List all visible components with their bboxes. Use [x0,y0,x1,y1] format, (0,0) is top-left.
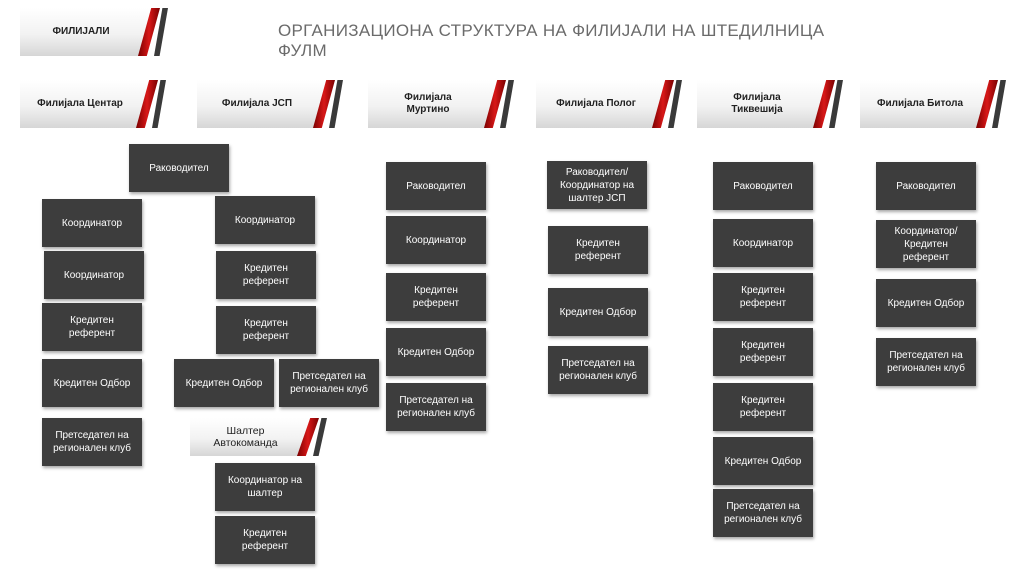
role-box: Кредитен референт [548,226,648,274]
branch-tab-label: Филијала Битола [876,98,964,109]
role-box: Претседател на регионален клуб [279,359,379,407]
role-box: Раководител [713,162,813,210]
role-box: Кредитен Одбор [876,279,976,327]
role-box: Координатор/ Кредитен референт [876,220,976,268]
branch-tab-label: Филијала Тиквешија [731,92,783,115]
role-box: Претседател на регионален клуб [548,346,648,394]
role-box: Кредитен референт [713,383,813,431]
role-box: Раководител [129,144,229,192]
role-box: Кредитен Одбор [42,359,142,407]
role-box: Координатор [386,216,486,264]
branch-tab-label: Филијала Муртино [404,92,452,115]
main-tab[interactable] [20,8,156,56]
role-box: Раководител/Координатор на шалтер ЈСП [547,161,647,209]
main-tab-label: ФИЛИЈАЛИ [52,26,110,37]
role-box: Кредитен Одбор [386,328,486,376]
role-box: Претседател на регионален клуб [42,418,142,466]
role-box: Координатор [713,219,813,267]
role-box: Координатор [215,196,315,244]
role-box: Раководител [386,162,486,210]
branch-tab-tikvesija[interactable] [697,80,831,128]
sub-tab-label: Шалтер Автокоманда [213,425,278,449]
role-box: Кредитен референт [42,303,142,351]
branch-tab-label: Филијала Полог [556,98,636,109]
role-box: Координатор на шалтер [215,463,315,511]
branch-tab-jsp[interactable] [197,80,331,128]
role-box: Кредитен Одбор [548,288,648,336]
role-box: Кредитен Одбор [713,437,813,485]
branch-tab-centar[interactable] [20,80,154,128]
role-box: Претседател на регионален клуб [713,489,813,537]
role-box: Кредитен референт [386,273,486,321]
branch-tab-label: Филијала Центар [37,98,123,109]
role-box: Кредитен референт [216,306,316,354]
role-box: Кредитен Одбор [174,359,274,407]
role-box: Претседател на регионален клуб [386,383,486,431]
role-box: Кредитен референт [713,273,813,321]
role-box: Координатор [42,199,142,247]
branch-tab-bitola[interactable] [860,80,994,128]
role-box: Кредитен референт [216,251,316,299]
role-box: Кредитен референт [713,328,813,376]
role-box: Координатор [44,251,144,299]
role-box: Раководител [876,162,976,210]
branch-tab-murtino[interactable] [368,80,502,128]
branch-tab-polog[interactable] [536,80,670,128]
branch-tab-label: Филијала ЈСП [221,98,293,109]
sub-tab-shalter[interactable] [190,418,315,456]
page-title: ОРГАНИЗАЦИОНА СТРУКТУРА НА ФИЛИЈАЛИ НА ШТЕДИЛНИЦА ФУЛМ [278,21,825,60]
role-box: Претседател на регионален клуб [876,338,976,386]
role-box: Кредитен референт [215,516,315,564]
